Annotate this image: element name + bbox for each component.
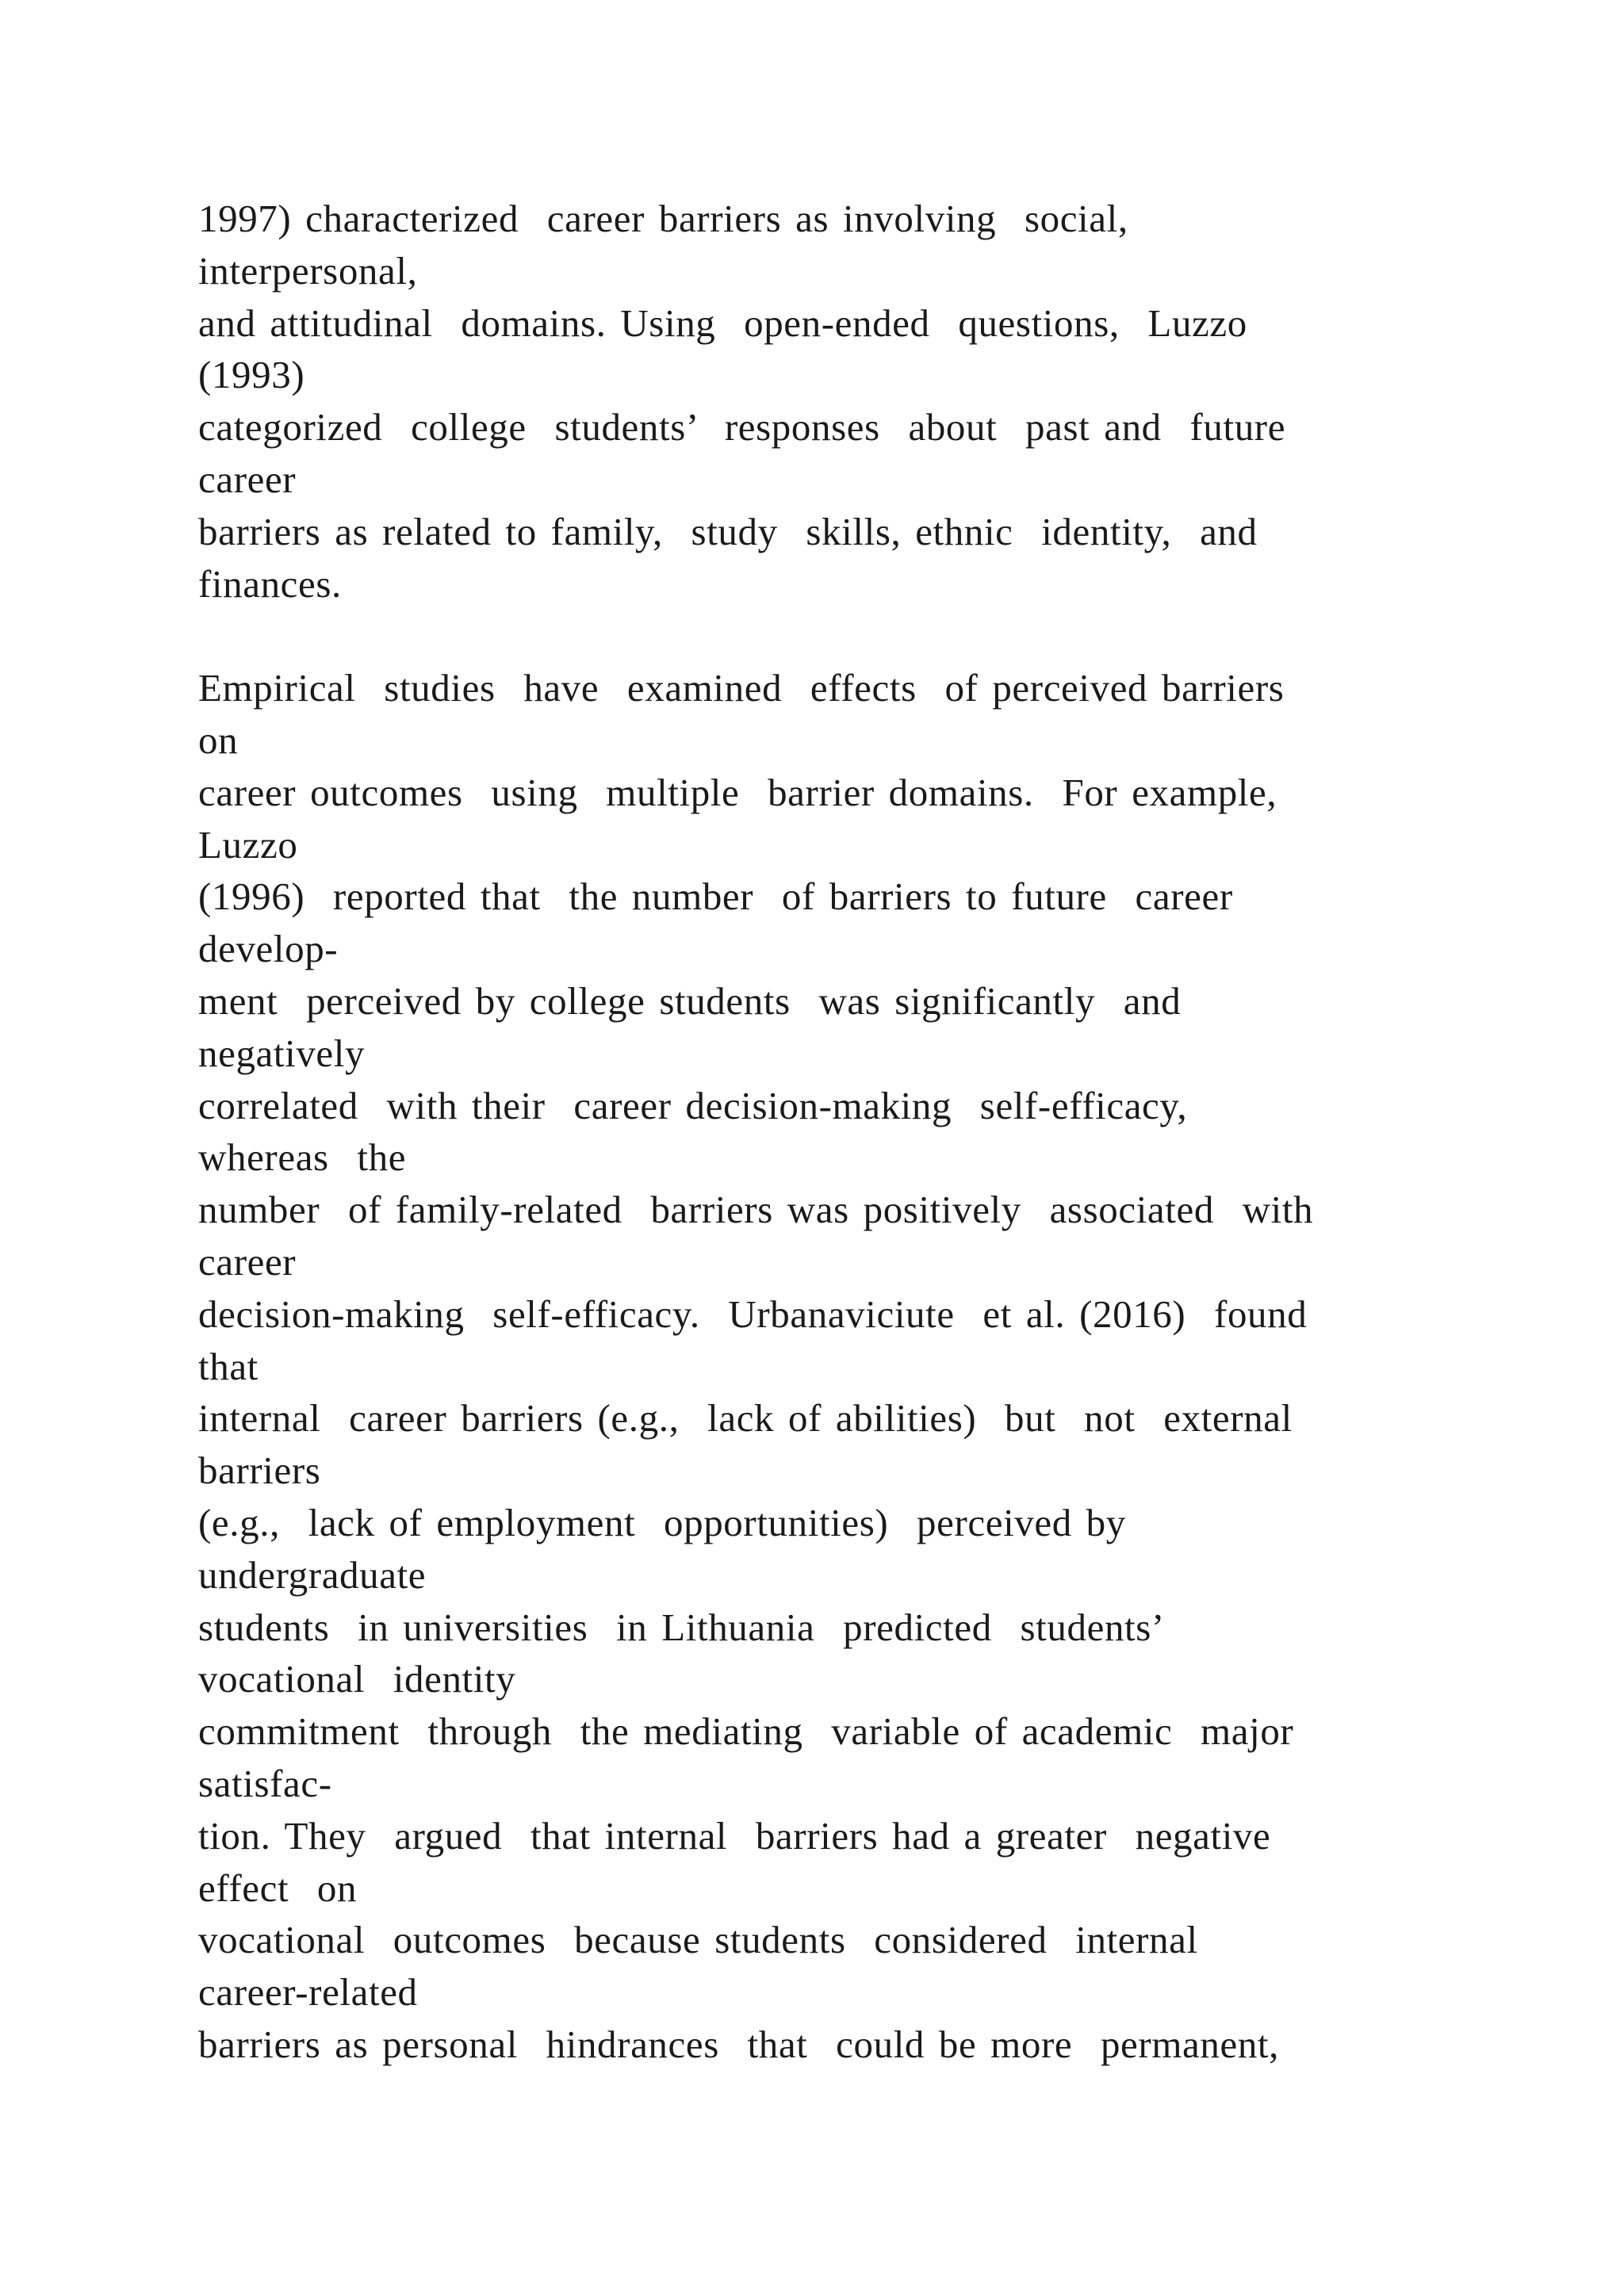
text-line: (1996) reported that the number of barriers to future career — [198, 874, 1233, 919]
text-line: career-related — [198, 1970, 418, 2015]
text-line: commitment through the mediating variable of academic major — [198, 1709, 1294, 1754]
paragraph-break — [198, 610, 1483, 662]
text-line: ment perceived by college students was significantly and — [198, 978, 1182, 1023]
text-line: barriers — [198, 1448, 321, 1493]
text-line: internal career barriers (e.g., lack of abilities) but not external — [198, 1396, 1293, 1441]
text-line: barriers as personal hindrances that could be more permanent, — [198, 2022, 1279, 2066]
text-line: that — [198, 1344, 259, 1388]
text-line: Luzzo — [198, 822, 298, 867]
text-line: number of family-related barriers was positively associated with — [198, 1188, 1314, 1232]
text-line: Empirical studies have examined effects of perceived barriers — [198, 666, 1285, 710]
text-line: barriers as related to family, study skills, ethnic identity, and — [198, 509, 1258, 553]
text-line: students in universities in Lithuania predicted students’ — [198, 1605, 1165, 1649]
text-line: finances. — [198, 561, 342, 606]
body-text — [198, 193, 1483, 2071]
text-line: career — [198, 457, 297, 501]
text-line: undergraduate — [198, 1552, 427, 1597]
text-line: and attitudinal domains. Using open-ended questions, Luzzo — [198, 300, 1247, 345]
text-line: (1993) — [198, 353, 305, 397]
text-line: categorized college students’ responses about past and future — [198, 405, 1286, 450]
text-line: whereas the — [198, 1135, 407, 1180]
text-line: 1997) characterized career barriers as involving social, — [198, 197, 1128, 240]
text-line: career — [198, 1239, 297, 1284]
text-line: effect on — [198, 1866, 358, 1910]
text-line: satisfac- — [198, 1761, 332, 1805]
text-line: interpersonal, — [198, 248, 418, 293]
text-line: tion. They argued that internal barriers had a greater negative — [198, 1813, 1271, 1858]
text-line: correlated with their career decision-making self-efficacy, — [198, 1083, 1188, 1127]
text-line: career outcomes using multiple barrier domains. For example, — [198, 770, 1277, 814]
text-line: on — [198, 718, 239, 762]
text-line: negatively — [198, 1031, 366, 1075]
text-line: vocational outcomes because students considered internal — [198, 1918, 1198, 1962]
text-line: develop- — [198, 927, 339, 971]
text-line: vocational identity — [198, 1657, 516, 1701]
text-line: (e.g., lack of employment opportunities) perceived by — [198, 1500, 1126, 1544]
text-line: decision-making self-efficacy. Urbanaviciute et al. (2016) found — [198, 1292, 1308, 1336]
